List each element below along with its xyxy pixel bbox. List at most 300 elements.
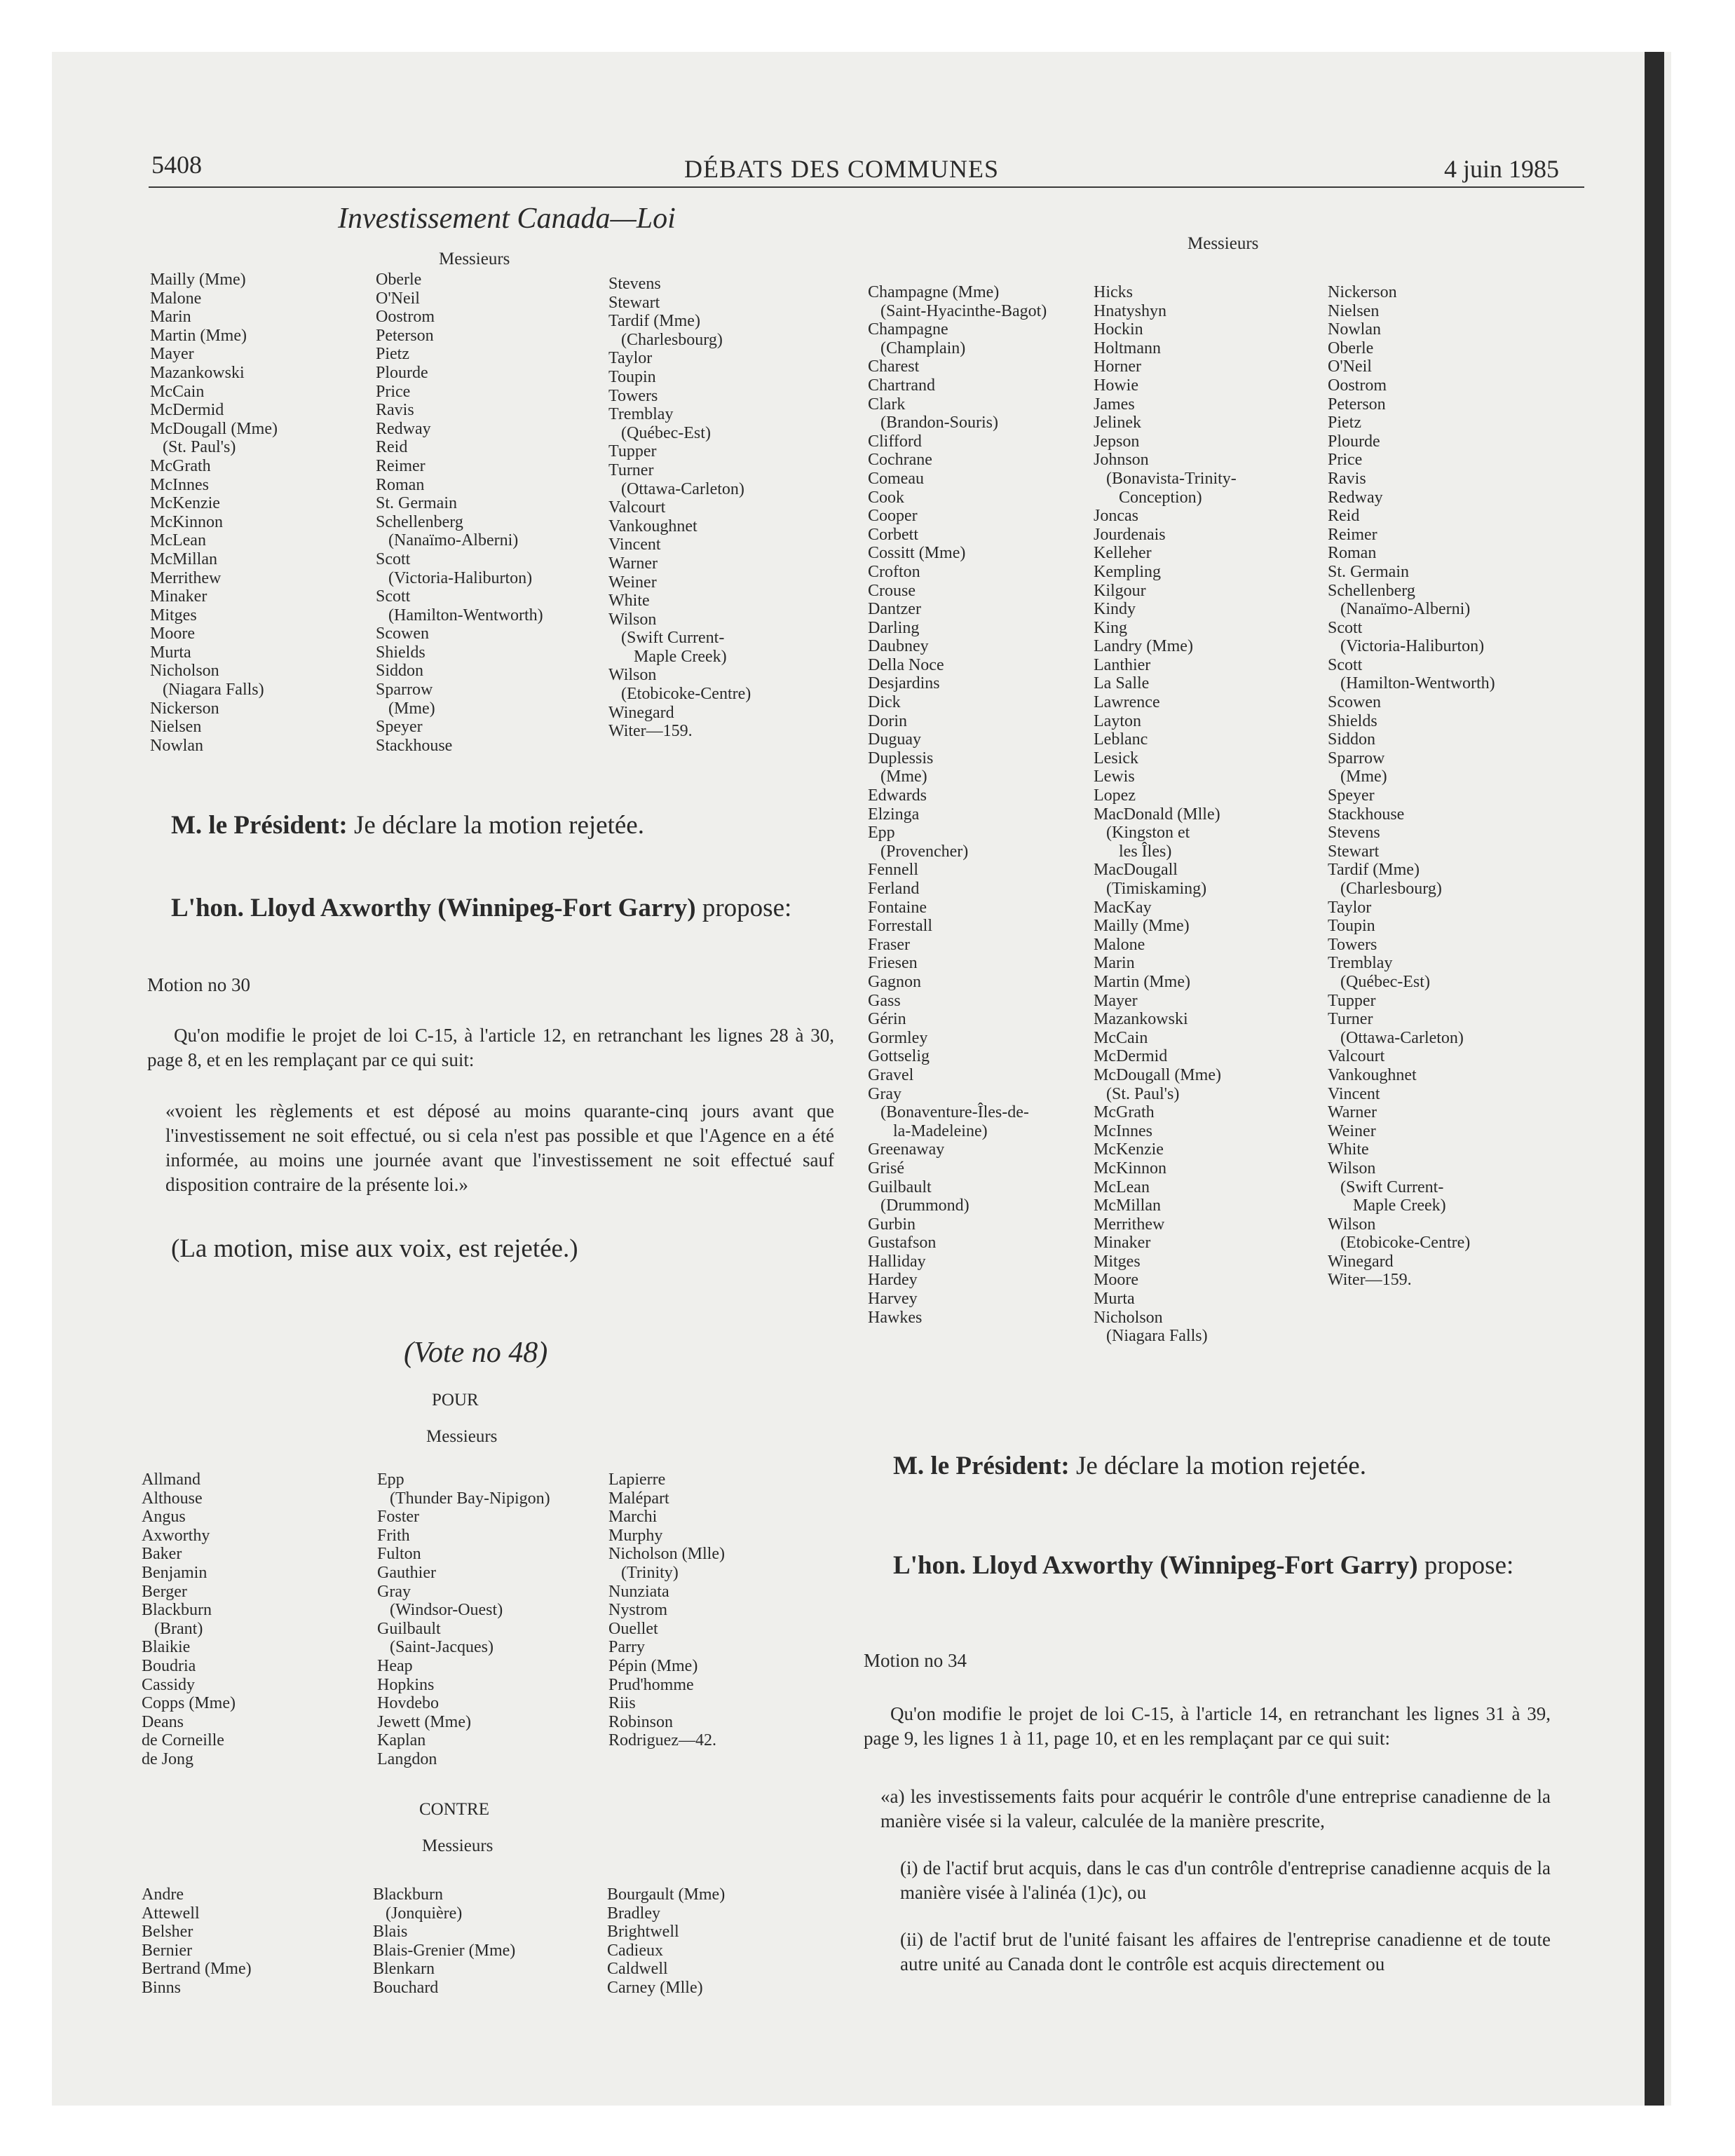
member-name: McGrath: [150, 456, 211, 475]
member-name: Cook: [868, 488, 905, 507]
member-name: Speyer: [376, 718, 423, 737]
member-name: Scott: [376, 587, 411, 606]
member-name: MacDonald (Mlle): [1094, 805, 1220, 824]
member-name: (Kingston et: [1094, 824, 1190, 842]
member-name: Peterson: [376, 326, 434, 345]
member-name: James: [1094, 395, 1135, 414]
member-name: Darling: [868, 618, 920, 637]
member-name: Bourgault (Mme): [607, 1885, 726, 1904]
member-name: Vankoughnet: [608, 517, 698, 535]
member-name: Pépin (Mme): [608, 1656, 698, 1675]
member-name: Reimer: [376, 456, 426, 475]
member-name: Ravis: [1328, 469, 1366, 488]
member-name: Grisé: [868, 1159, 904, 1178]
member-name: Schellenberg: [1328, 581, 1415, 600]
member-name: Gustafson: [868, 1234, 937, 1253]
member-name: Kempling: [1094, 562, 1161, 581]
member-name: Vincent: [608, 535, 661, 554]
member-name: Brightwell: [607, 1923, 679, 1942]
member-name: Wilson: [1328, 1215, 1376, 1234]
member-name: Chartrand: [868, 376, 935, 395]
pour-col3: [608, 1471, 725, 1750]
member-name: Holtmann: [1094, 339, 1161, 357]
member-name: Toupin: [1328, 917, 1375, 936]
member-name: Siddon: [1328, 730, 1376, 749]
member-name: Dick: [868, 693, 901, 712]
member-name: (Etobicoke-Centre): [608, 685, 751, 704]
member-name: Maple Creek): [608, 647, 727, 666]
member-name: Gass: [868, 991, 901, 1010]
member-name: Pietz: [376, 345, 409, 364]
motion-result: (La motion, mise aux voix, est rejetée.): [171, 1234, 578, 1263]
member-name: Guilbault: [377, 1619, 441, 1638]
member-name: (Trinity): [608, 1563, 679, 1582]
member-name: McInnes: [150, 475, 209, 494]
member-name: Towers: [608, 386, 658, 405]
member-name: Hardey: [868, 1271, 918, 1290]
contre-heading: CONTRE: [419, 1800, 489, 1819]
member-name: Plourde: [376, 363, 428, 382]
member-name: Nickerson: [150, 699, 219, 718]
member-name: Nicholson (Mlle): [608, 1545, 725, 1564]
member-name: (St. Paul's): [150, 438, 236, 457]
member-name: Kindy: [1094, 600, 1136, 619]
member-name: White: [1328, 1140, 1369, 1159]
member-name: Clark: [868, 395, 906, 414]
member-name: Harvey: [868, 1290, 918, 1309]
member-name: (Drummond): [868, 1196, 969, 1215]
member-name: (Saint-Jacques): [377, 1638, 494, 1657]
member-name: Tardif (Mme): [1328, 861, 1420, 880]
member-name: Carney (Mlle): [607, 1978, 703, 1997]
member-name: Cassidy: [142, 1675, 196, 1694]
member-name: Stevens: [608, 275, 661, 293]
member-name: Andre: [142, 1885, 184, 1904]
member-name: Merrithew: [150, 568, 222, 587]
member-name: (Charlesbourg): [1328, 880, 1442, 898]
member-name: McCain: [1094, 1028, 1148, 1047]
member-name: Turner: [1328, 1010, 1373, 1029]
pour-col1: [142, 1471, 236, 1769]
member-name: McDougall (Mme): [1094, 1065, 1221, 1084]
messieurs-heading: Messieurs: [422, 1836, 494, 1855]
member-name: Leblanc: [1094, 730, 1148, 749]
member-name: Vankoughnet: [1328, 1065, 1417, 1084]
member-name: (Ottawa-Carleton): [608, 479, 744, 498]
member-name: Witer—159.: [1328, 1271, 1412, 1290]
member-name: Nunziata: [608, 1582, 669, 1601]
member-name: Cossitt (Mme): [868, 544, 966, 563]
member-name: MacDougall: [1094, 861, 1178, 880]
member-name: Weiner: [608, 573, 657, 592]
member-name: (Hamilton-Wentworth): [376, 606, 543, 625]
member-name: Fulton: [377, 1545, 421, 1564]
member-name: Stackhouse: [376, 736, 453, 755]
member-name: (Victoria-Haliburton): [1328, 637, 1485, 656]
member-name: St. Germain: [376, 494, 457, 513]
member-name: (Timiskaming): [1094, 880, 1207, 898]
member-name: Crouse: [868, 581, 916, 600]
member-name: Warner: [608, 554, 658, 573]
member-name: Roman: [376, 475, 425, 494]
member-name: Oostrom: [1328, 376, 1387, 395]
member-name: Jepson: [1094, 432, 1140, 451]
member-name: Scowen: [376, 625, 429, 643]
member-name: Duguay: [868, 730, 921, 749]
member-name: Tupper: [1328, 991, 1376, 1010]
motion-intro: Qu'on modifie le projet de loi C-15, à l'article 14, en retranchant les lignes 31 à 39, page 9, les lignes 1 à 11, page 10, et en les remplaçant par ce qui suit:: [864, 1703, 1551, 1749]
member-name: Stewart: [608, 293, 660, 312]
member-name: (Niagara Falls): [1094, 1327, 1208, 1346]
motion-intro: Qu'on modifie le projet de loi C-15, à l'article 12, en retranchant les lignes 28 à 30, page 8, et en les remplaçant par ce qui suit:: [147, 1025, 834, 1070]
member-name: Nowlan: [1328, 320, 1381, 339]
member-name: Riis: [608, 1694, 636, 1713]
member-name: les Îles): [1094, 842, 1172, 861]
member-name: Lesick: [1094, 749, 1138, 767]
member-name: Sparrow: [1328, 749, 1385, 767]
member-name: Plourde: [1328, 432, 1380, 451]
member-name: Merrithew: [1094, 1215, 1165, 1234]
member-name: de Corneille: [142, 1731, 224, 1750]
right-col1: [868, 283, 1047, 1327]
member-name: McKinnon: [150, 512, 223, 531]
member-name: Belsher: [142, 1923, 193, 1942]
member-name: Champagne (Mme): [868, 283, 1000, 301]
member-name: Warner: [1328, 1103, 1377, 1122]
member-name: Wilson: [1328, 1159, 1376, 1178]
member-name: Blenkarn: [373, 1960, 435, 1979]
member-name: Hicks: [1094, 283, 1133, 301]
member-name: Marchi: [608, 1508, 658, 1527]
president-statement: M. le Président: Je déclare la motion rejetée.: [171, 811, 644, 840]
member-name: Nielsen: [150, 718, 202, 737]
member-name: Speyer: [1328, 786, 1375, 805]
member-name: McKinnon: [1094, 1159, 1166, 1178]
member-name: (Nanaïmo-Alberni): [1328, 600, 1471, 619]
member-name: Dantzer: [868, 600, 921, 619]
member-name: McLean: [150, 531, 206, 550]
member-name: Greenaway: [868, 1140, 945, 1159]
member-name: Guilbault: [868, 1178, 932, 1196]
member-name: Duplessis: [868, 749, 934, 767]
member-name: Binns: [142, 1978, 182, 1997]
member-name: Lopez: [1094, 786, 1136, 805]
member-name: Halliday: [868, 1252, 926, 1271]
page-date: 4 juin 1985: [1444, 155, 1560, 183]
member-name: Murta: [150, 643, 191, 662]
member-name: Corbett: [868, 525, 918, 544]
member-name: Towers: [1328, 935, 1377, 954]
member-name: Boudria: [142, 1656, 196, 1675]
member-name: Clifford: [868, 432, 922, 451]
member-name: (Champlain): [868, 339, 966, 357]
member-name: (Etobicoke-Centre): [1328, 1234, 1471, 1253]
member-name: (Swift Current-: [1328, 1178, 1444, 1196]
member-name: Mazankowski: [150, 363, 245, 382]
member-name: Nicholson: [150, 662, 219, 681]
member-name: Murphy: [608, 1526, 663, 1545]
member-name: (Mme): [1328, 767, 1387, 786]
member-name: Gray: [868, 1084, 901, 1103]
member-name: Tardif (Mme): [608, 312, 700, 331]
member-name: O'Neil: [1328, 357, 1372, 376]
pour-heading: POUR: [432, 1391, 479, 1410]
motion-item-a: «a) les investissements faits pour acquérir le contrôle d'une entreprise canadienne de la manière visée si la valeur, calculée de la manière prescrite,: [880, 1786, 1551, 1831]
member-name: Crofton: [868, 562, 920, 581]
member-name: Price: [376, 382, 411, 401]
member-name: Daubney: [868, 637, 929, 656]
member-name: Kaplan: [377, 1731, 426, 1750]
member-name: Bertrand (Mme): [142, 1960, 252, 1979]
member-name: Althouse: [142, 1489, 203, 1508]
member-name: Stewart: [1328, 842, 1380, 861]
proposer-line: L'hon. Lloyd Axworthy (Winnipeg-Fort Garry) propose:: [171, 894, 792, 922]
member-name: Cadieux: [607, 1941, 663, 1960]
member-name: McDougall (Mme): [150, 419, 278, 438]
member-name: Malone: [150, 289, 202, 308]
member-name: Lewis: [1094, 767, 1135, 786]
member-name: (Thunder Bay-Nipigon): [377, 1489, 550, 1508]
member-name: Maple Creek): [1328, 1196, 1446, 1215]
member-name: White: [608, 592, 650, 610]
member-name: Shields: [376, 643, 426, 662]
member-name: Valcourt: [608, 498, 666, 517]
motion-number: Motion no 30: [147, 974, 251, 995]
member-name: Comeau: [868, 469, 924, 488]
binding-edge: [1645, 52, 1664, 2106]
member-name: St. Germain: [1328, 562, 1409, 581]
member-name: Blais: [373, 1923, 408, 1942]
member-name: Weiner: [1328, 1121, 1376, 1140]
member-name: La Salle: [1094, 674, 1150, 693]
member-name: Stevens: [1328, 824, 1380, 842]
journal-title: DÉBATS DES COMMUNES: [684, 155, 1000, 183]
member-name: McMillan: [1094, 1196, 1161, 1215]
member-name: Mazankowski: [1094, 1010, 1188, 1029]
member-name: Langdon: [377, 1749, 437, 1768]
member-name: Nicholson: [1094, 1308, 1163, 1327]
member-name: McInnes: [1094, 1121, 1152, 1140]
member-name: Moore: [1094, 1271, 1138, 1290]
member-name: Gottselig: [868, 1047, 930, 1066]
member-name: Vincent: [1328, 1084, 1380, 1103]
member-name: Allmand: [142, 1471, 200, 1489]
member-name: Roman: [1328, 544, 1377, 563]
vote-number: (Vote no 48): [404, 1337, 548, 1369]
pour-col2: [377, 1471, 550, 1769]
member-name: Scott: [1328, 655, 1363, 674]
member-name: Joncas: [1094, 507, 1138, 526]
member-name: Blais-Grenier (Mme): [373, 1941, 516, 1960]
member-name: Stackhouse: [1328, 805, 1405, 824]
member-name: (Nanaïmo-Alberni): [376, 531, 519, 550]
member-name: Axworthy: [142, 1526, 210, 1545]
contre-col1: [142, 1885, 252, 1998]
member-name: Wilson: [608, 666, 657, 685]
member-name: Valcourt: [1328, 1047, 1385, 1066]
member-name: de Jong: [142, 1749, 193, 1768]
motion-item-i: (i) de l'actif brut acquis, dans le cas d'un contrôle d'entreprise canadienne acquis de la manière visée à l'alinéa (1)c), ou: [900, 1857, 1551, 1903]
member-name: Oberle: [376, 271, 422, 289]
member-name: Gravel: [868, 1065, 914, 1084]
member-name: Wilson: [608, 610, 657, 629]
proposer-line: L'hon. Lloyd Axworthy (Winnipeg-Fort Garry) propose:: [893, 1551, 1514, 1580]
member-name: Parry: [608, 1638, 645, 1657]
member-name: Jelinek: [1094, 414, 1141, 432]
motion-number: Motion no 34: [864, 1650, 967, 1671]
member-name: Caldwell: [607, 1960, 668, 1979]
member-name: (Windsor-Ouest): [377, 1601, 503, 1620]
member-name: Hnatyshyn: [1094, 301, 1166, 320]
member-name: Scowen: [1328, 693, 1381, 712]
member-name: Johnson: [1094, 451, 1149, 470]
member-name: Hopkins: [377, 1675, 435, 1694]
member-name: Ferland: [868, 880, 920, 898]
member-name: Winegard: [1328, 1252, 1394, 1271]
member-name: Schellenberg: [376, 512, 463, 531]
member-name: Baker: [142, 1545, 182, 1564]
right-col3: [1328, 283, 1495, 1290]
member-name: Taylor: [1328, 898, 1372, 917]
member-name: King: [1094, 618, 1127, 637]
member-name: Bouchard: [373, 1978, 439, 1997]
member-name: Rodriguez—42.: [608, 1731, 716, 1750]
member-name: Marin: [150, 308, 191, 327]
member-name: Edwards: [868, 786, 927, 805]
member-name: Sparrow: [376, 681, 433, 700]
member-name: Blaikie: [142, 1638, 191, 1657]
member-name: (Swift Current-: [608, 629, 725, 648]
member-name: McCain: [150, 382, 205, 401]
member-name: Redway: [376, 419, 431, 438]
member-name: (Mme): [376, 699, 435, 718]
member-name: McDermid: [150, 401, 224, 420]
member-name: (Ottawa-Carleton): [1328, 1028, 1464, 1047]
member-name: Hovdebo: [377, 1694, 439, 1713]
member-name: Gurbin: [868, 1215, 916, 1234]
member-name: Ravis: [376, 401, 414, 420]
right-col2: [1094, 283, 1237, 1346]
member-name: Mitges: [150, 606, 197, 625]
member-name: Nowlan: [150, 736, 203, 755]
member-name: Robinson: [608, 1712, 674, 1731]
member-name: Tremblay: [608, 405, 674, 424]
member-name: (Jonquière): [373, 1904, 463, 1923]
member-name: Blackburn: [373, 1885, 443, 1904]
member-name: Minaker: [150, 587, 207, 606]
member-name: Moore: [150, 625, 195, 643]
member-name: O'Neil: [376, 289, 420, 308]
member-name: Murta: [1094, 1290, 1135, 1309]
contre-col2: [373, 1885, 515, 1998]
messieurs-heading: Messieurs: [439, 250, 510, 268]
member-name: Gormley: [868, 1028, 928, 1047]
member-name: (Victoria-Haliburton): [376, 568, 533, 587]
member-name: Gérin: [868, 1010, 906, 1029]
member-name: Berger: [142, 1582, 187, 1601]
member-name: Reid: [376, 438, 408, 457]
member-name: (Bonaventure-Îles-de-: [868, 1103, 1029, 1122]
member-name: (Brant): [142, 1619, 203, 1638]
member-name: Cochrane: [868, 451, 932, 470]
member-name: Heap: [377, 1656, 413, 1675]
member-name: Taylor: [608, 349, 653, 368]
member-name: Oberle: [1328, 339, 1374, 357]
member-name: Gauthier: [377, 1563, 436, 1582]
member-name: Fraser: [868, 935, 910, 954]
member-name: Bernier: [142, 1941, 192, 1960]
page-number: 5408: [151, 151, 202, 179]
member-name: Witer—159.: [608, 722, 693, 741]
member-name: Tremblay: [1328, 954, 1393, 973]
member-name: Della Noce: [868, 655, 944, 674]
left-top-col3: [608, 275, 751, 741]
member-name: Pietz: [1328, 414, 1361, 432]
president-statement: M. le Président: Je déclare la motion rejetée.: [893, 1452, 1366, 1480]
member-name: Malone: [1094, 935, 1145, 954]
member-name: Desjardins: [868, 674, 940, 693]
member-name: Elzinga: [868, 805, 920, 824]
member-name: McKenzie: [150, 494, 220, 513]
member-name: (Bonavista-Trinity-: [1094, 469, 1237, 488]
member-name: Mailly (Mme): [150, 271, 246, 289]
member-name: Dorin: [868, 711, 907, 730]
member-name: Redway: [1328, 488, 1383, 507]
member-name: Ouellet: [608, 1619, 658, 1638]
member-name: Price: [1328, 451, 1363, 470]
member-name: Scott: [1328, 618, 1363, 637]
member-name: Peterson: [1328, 395, 1386, 414]
member-name: Tupper: [608, 442, 657, 461]
member-name: Jourdenais: [1094, 525, 1166, 544]
member-name: Malépart: [608, 1489, 669, 1508]
member-name: (Provencher): [868, 842, 969, 861]
messieurs-heading: Messieurs: [1188, 234, 1259, 253]
member-name: Bradley: [607, 1904, 660, 1923]
member-name: Gagnon: [868, 972, 921, 991]
member-name: Charest: [868, 357, 920, 376]
left-top-col2: [376, 271, 543, 755]
member-name: Marin: [1094, 954, 1135, 973]
member-name: (Charlesbourg): [608, 330, 723, 349]
member-name: Mayer: [1094, 991, 1138, 1010]
messieurs-heading: Messieurs: [426, 1427, 498, 1446]
member-name: Friesen: [868, 954, 918, 973]
member-name: Howie: [1094, 376, 1138, 395]
member-name: Champagne: [868, 320, 948, 339]
member-name: (Québec-Est): [1328, 972, 1430, 991]
member-name: Hawkes: [868, 1308, 923, 1327]
member-name: Landry (Mme): [1094, 637, 1193, 656]
member-name: MacKay: [1094, 898, 1152, 917]
member-name: Lanthier: [1094, 655, 1151, 674]
member-name: Horner: [1094, 357, 1141, 376]
member-name: (Hamilton-Wentworth): [1328, 674, 1495, 693]
member-name: (St. Paul's): [1094, 1084, 1180, 1103]
member-name: (Québec-Est): [608, 423, 711, 442]
member-name: Siddon: [376, 662, 424, 681]
member-name: (Niagara Falls): [150, 681, 264, 700]
member-name: Mayer: [150, 345, 194, 364]
member-name: Kelleher: [1094, 544, 1152, 563]
contre-col3: [607, 1885, 725, 1998]
member-name: Nickerson: [1328, 283, 1397, 301]
member-name: Angus: [142, 1508, 186, 1527]
member-name: Frith: [377, 1526, 410, 1545]
member-name: McLean: [1094, 1178, 1150, 1196]
section-title: Investissement Canada—Loi: [338, 203, 676, 235]
member-name: Blackburn: [142, 1601, 212, 1620]
